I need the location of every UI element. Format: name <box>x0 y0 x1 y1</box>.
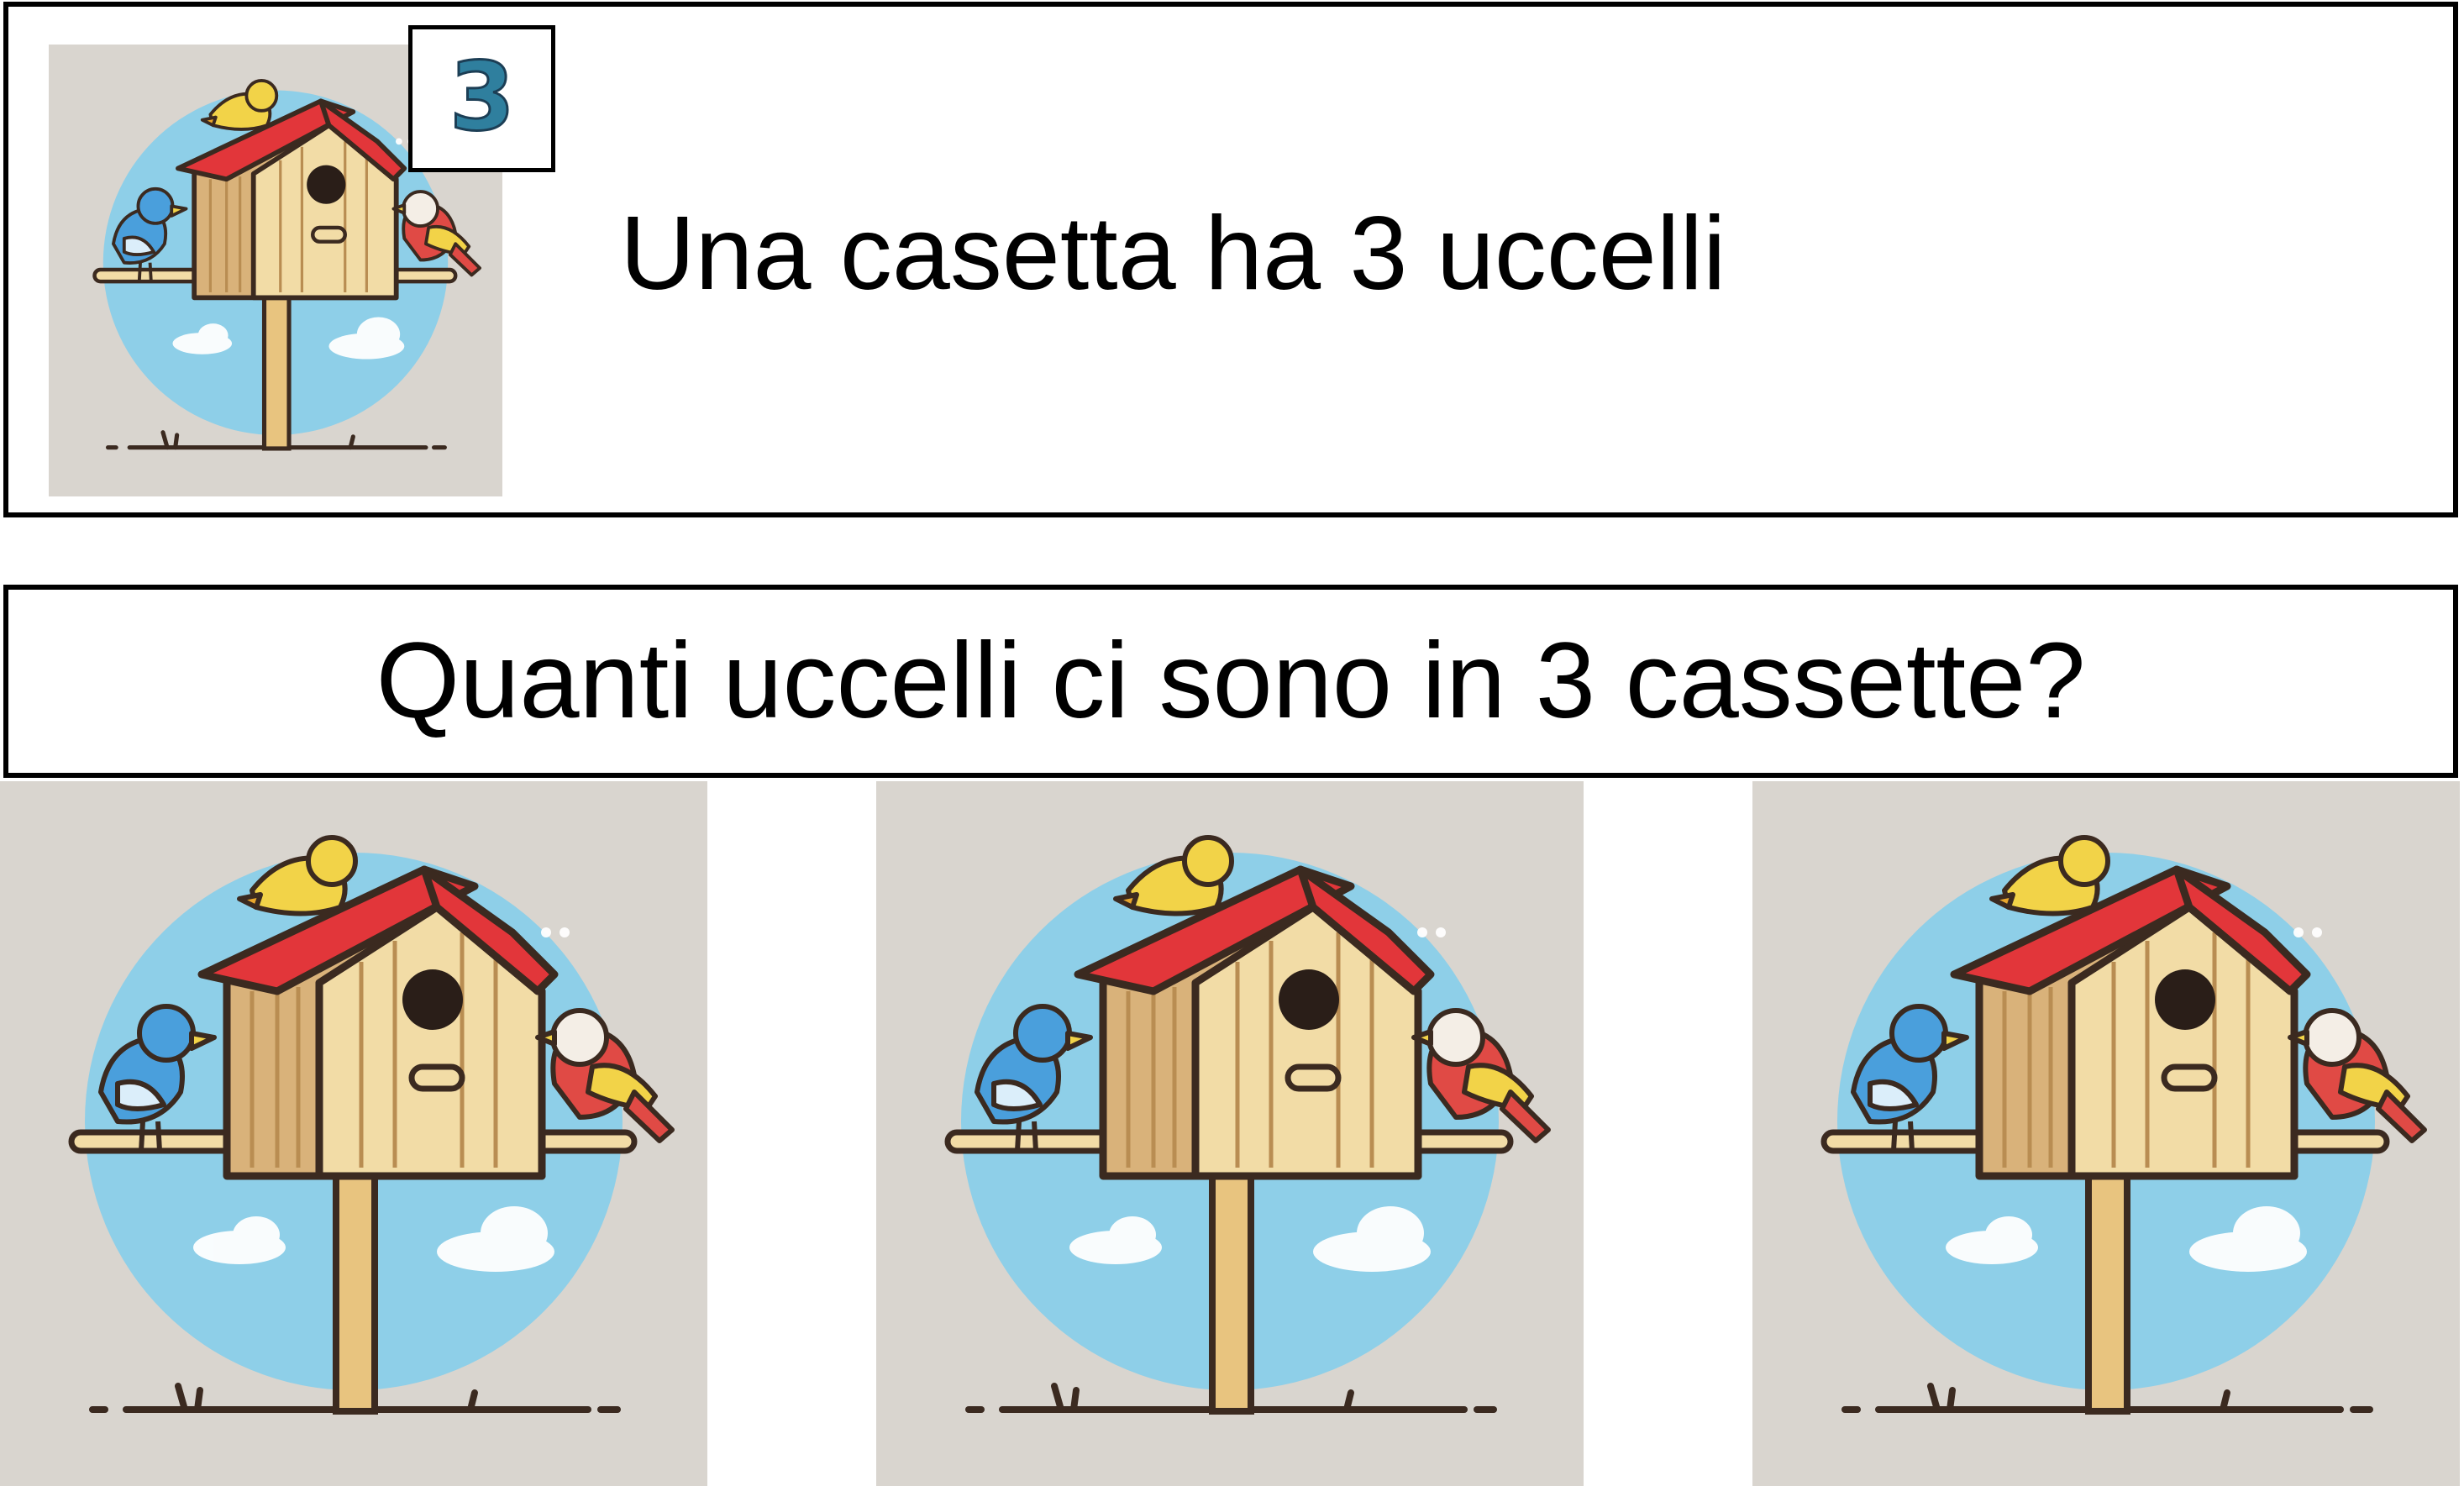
birdhouse-icon <box>0 781 707 1486</box>
birdhouse-card-2 <box>876 781 1584 1486</box>
question-panel <box>3 585 2458 778</box>
number-three-icon <box>432 49 533 150</box>
badge-number: 3 <box>449 48 515 150</box>
question-text: Quanti uccelli ci sono in 3 cassette? <box>376 621 2086 741</box>
statement-panel <box>3 2 2458 517</box>
birdhouse-card-3 <box>1752 781 2460 1486</box>
statement-text: Una casetta ha 3 uccelli <box>620 196 1726 312</box>
number-badge <box>408 25 555 172</box>
birdhouse-card-1 <box>0 781 707 1486</box>
birdhouse-icon <box>1752 781 2460 1486</box>
birdhouse-icon <box>876 781 1584 1486</box>
